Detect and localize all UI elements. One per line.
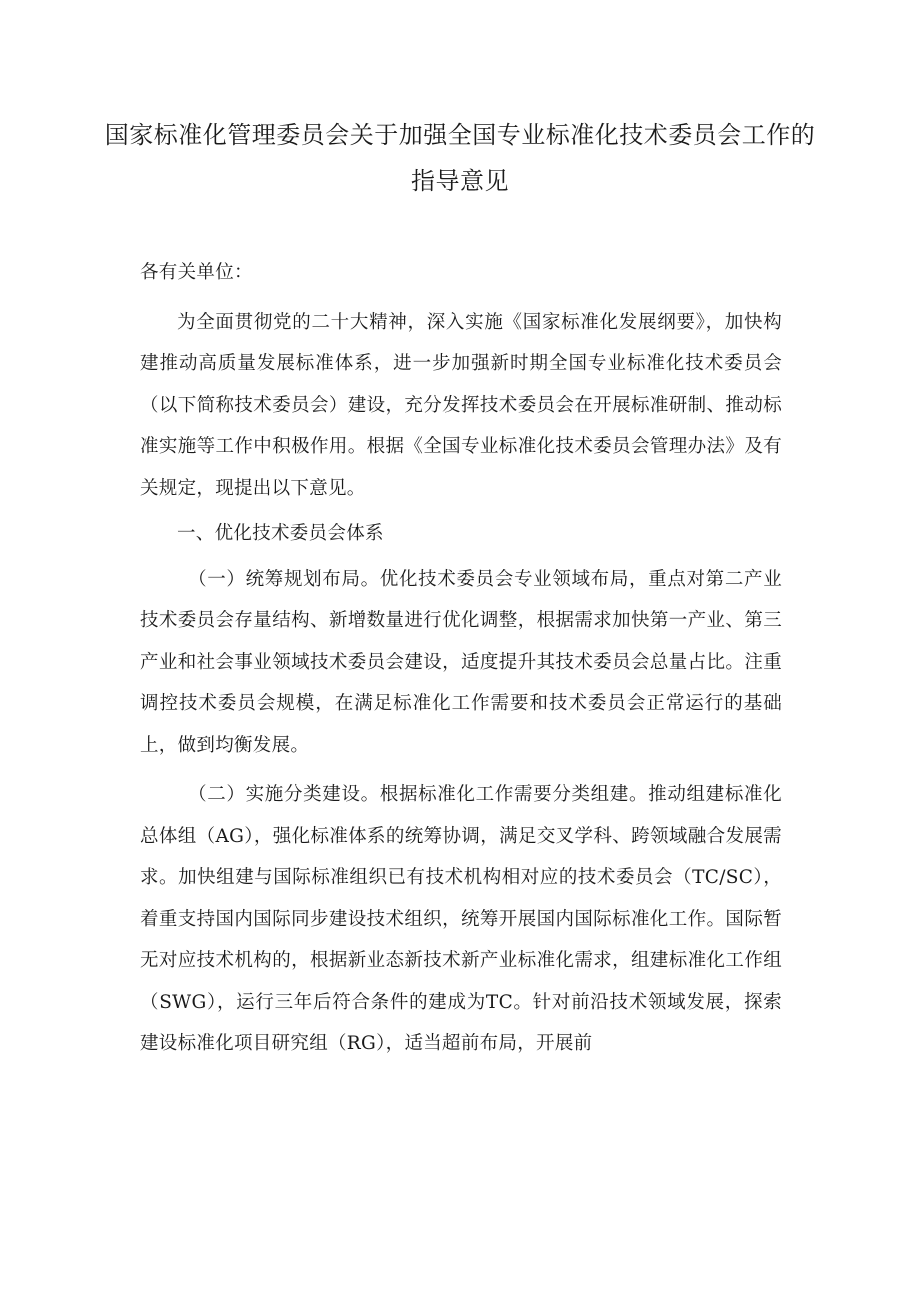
document-title: 国家标准化管理委员会关于加强全国专业标准化技术委员会工作的指导意见 [104,121,816,195]
item-paragraph-2: （二）实施分类建设。根据标准化工作需要分类组建。推动组建标准化总体组（AG），强化标准体系的统筹协调，满足交叉学科、跨领域融合发展需求。加快组建与国际标准组织已有技术机构相对应的技术委员会（TC/SC），着重支持国内国际同步建设技术组织，统筹开展国内国际标准化工作。国际暂无对应技术机构的，根据新业态新技术新产业标准化需求，组建标准化工作组（SWG），运行三年后符合条件的建成为TC。针对前沿技术领域发展，探索建设标准化项目研究组（RG），适当超前布局，开展前 [140,784,782,1054]
item-paragraph-1: （一）统筹规划布局。优化技术委员会专业领域布局，重点对第二产业技术委员会存量结构、新增数量进行优化调整，根据需求加快第一产业、第三产业和社会事业领域技术委员会建设，适度提升其技术委员会总量占比。注重调控技术委员会规模，在满足标准化工作需要和技术委员会正常运行的基础上，做到均衡发展。 [140,568,782,756]
salutation: 各有关单位： [140,262,253,283]
document-body [140,252,782,1073]
intro-paragraph: 为全面贯彻党的二十大精神，深入实施《国家标准化发展纲要》，加快构建推动高质量发展标准体系，进一步加强新时期全国专业标准化技术委员会（以下简称技术委员会）建设，充分发挥技术委员会在开展标准研制、推动标准实施等工作中积极作用。根据《全国专业标准化技术委员会管理办法》及有关规定，现提出以下意见。 [140,311,782,499]
section-heading-1: 一、优化技术委员会体系 [177,523,384,544]
